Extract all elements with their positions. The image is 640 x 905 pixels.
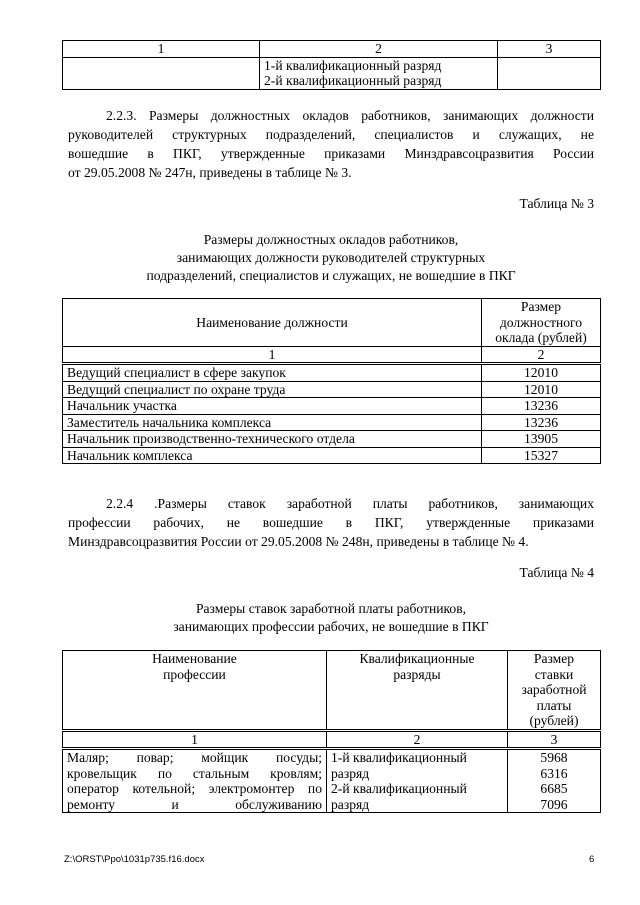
table-cell: 1 bbox=[63, 346, 482, 364]
salary-value: 12010 bbox=[482, 381, 601, 398]
salary-value: 13236 bbox=[482, 414, 601, 431]
rate-list bbox=[508, 749, 601, 813]
cell-line: 2-й квалификационный bbox=[331, 781, 467, 796]
table-header-row bbox=[63, 299, 601, 347]
header-line: оклада (рублей) bbox=[495, 330, 587, 345]
header-line: профессии bbox=[163, 666, 226, 682]
cell-line: разряд bbox=[331, 796, 370, 812]
profession-list bbox=[63, 749, 327, 813]
table-row bbox=[63, 364, 601, 382]
caption-line: Размеры должностных окладов работников, bbox=[203, 232, 459, 247]
header-line: должностного bbox=[499, 314, 583, 330]
paragraph-line: Минздравсоцразвития России от 29.05.2008 № 248н, приведены в таблице № 4. bbox=[68, 534, 529, 549]
header-line: разряды bbox=[393, 666, 441, 682]
caption-line: Размеры ставок заработной платы работников, bbox=[195, 601, 467, 616]
table-cell-line: 2-й квалификационный разряд bbox=[264, 73, 442, 88]
table-row bbox=[63, 398, 601, 415]
table-row bbox=[63, 57, 601, 89]
cell-line: Маляр; повар; мойщик посуды; bbox=[67, 750, 322, 765]
cell-line: разряд bbox=[331, 765, 370, 781]
table-4-label: Таблица № 4 bbox=[519, 565, 594, 580]
position-name: Начальник комплекса bbox=[63, 447, 482, 464]
rate-value: 7096 bbox=[540, 796, 568, 812]
table-header-row bbox=[63, 651, 601, 731]
rate-value: 6316 bbox=[540, 765, 568, 781]
caption-line: занимающих должности руководителей структурных bbox=[176, 250, 486, 265]
position-name: Заместитель начальника комплекса bbox=[63, 414, 482, 431]
caption-line: занимающих профессии рабочих, не вошедшие в ПКГ bbox=[173, 619, 489, 634]
footer-page-number: 6 bbox=[589, 854, 595, 865]
table-row bbox=[63, 381, 601, 398]
paragraph-2-2-3 bbox=[68, 106, 594, 182]
column-header-profession bbox=[63, 651, 327, 731]
table-cell: 2 bbox=[482, 346, 601, 364]
table-row bbox=[63, 749, 601, 813]
table-4-caption bbox=[68, 600, 594, 636]
table-cell: 2 bbox=[260, 41, 498, 58]
salary-value: 13905 bbox=[482, 431, 601, 448]
column-header-position: Наименование должности bbox=[63, 299, 482, 347]
header-line: Квалификационные bbox=[359, 651, 475, 666]
table-row bbox=[63, 414, 601, 431]
header-line: платы bbox=[536, 697, 572, 713]
table-cell: 1 bbox=[63, 730, 327, 749]
rate-value: 5968 bbox=[540, 750, 568, 765]
header-line: Наименование bbox=[152, 651, 237, 666]
position-name: Начальник производственно-технического отдела bbox=[63, 431, 482, 448]
table-cell bbox=[63, 57, 260, 89]
salary-value: 13236 bbox=[482, 398, 601, 415]
table-cell: 1 bbox=[63, 41, 260, 58]
table-cell-line: 1-й квалификационный разряд bbox=[264, 57, 442, 73]
table-3 bbox=[62, 298, 601, 464]
position-name: Начальник участка bbox=[63, 398, 482, 415]
grade-list bbox=[327, 749, 508, 813]
header-line: ставки bbox=[534, 666, 574, 682]
table-3-caption bbox=[68, 231, 594, 285]
paragraph-line: 2.2.4 .Размеры ставок заработной платы работников, занимающих bbox=[106, 496, 594, 511]
table-row bbox=[63, 431, 601, 448]
table-4 bbox=[62, 650, 601, 813]
table-number-row bbox=[63, 730, 601, 749]
paragraph-line: от 29.05.2008 № 247н, приведены в таблице № 3. bbox=[68, 165, 352, 180]
caption-line: подразделений, специалистов и служащих, не вошедшие в ПКГ bbox=[146, 268, 516, 283]
table-cell: 2 bbox=[327, 730, 508, 749]
cell-line: оператор котельной; электромонтер по bbox=[67, 781, 322, 796]
table-cell: 3 bbox=[498, 41, 601, 58]
column-header-grades bbox=[327, 651, 508, 731]
paragraph-line: профессии рабочих, не вошедшие в ПКГ, утвержденные приказами bbox=[68, 515, 594, 530]
salary-value: 12010 bbox=[482, 364, 601, 382]
paragraph-line: руководителей структурных подразделений, специалистов и служащих, не bbox=[68, 127, 594, 142]
salary-value: 15327 bbox=[482, 447, 601, 464]
column-header-salary bbox=[482, 299, 601, 347]
continued-table bbox=[62, 40, 601, 90]
header-line: заработной bbox=[521, 682, 587, 697]
table-cell bbox=[498, 57, 601, 89]
table-cell: 3 bbox=[508, 730, 601, 749]
paragraph-2-2-4 bbox=[68, 494, 594, 551]
table-number-row bbox=[63, 346, 601, 364]
header-line: (рублей) bbox=[529, 713, 579, 728]
paragraph-line: 2.2.3. Размеры должностных окладов работников, занимающих должности bbox=[106, 108, 594, 123]
position-name: Ведущий специалист в сфере закупок bbox=[63, 364, 482, 382]
paragraph-line: вошедшие в ПКГ, утвержденные приказами Минздравсоцразвития России bbox=[68, 146, 594, 161]
position-name: Ведущий специалист по охране труда bbox=[63, 381, 482, 398]
rate-value: 6685 bbox=[540, 781, 568, 796]
header-line: Размер bbox=[520, 299, 562, 314]
footer-file-path: Z:\ORST\Ppo\1031p735.f16.docx bbox=[64, 854, 205, 865]
table-3-label: Таблица № 3 bbox=[519, 196, 594, 211]
table-cell bbox=[260, 57, 498, 89]
table-row bbox=[63, 447, 601, 464]
cell-line: 1-й квалификационный bbox=[331, 750, 467, 765]
column-header-rate bbox=[508, 651, 601, 731]
cell-line: кровельщик по стальным кровлям; bbox=[67, 765, 322, 781]
table-header-row bbox=[63, 41, 601, 58]
cell-line: ремонту и обслуживанию bbox=[67, 796, 322, 812]
header-line: Размер bbox=[533, 651, 575, 666]
